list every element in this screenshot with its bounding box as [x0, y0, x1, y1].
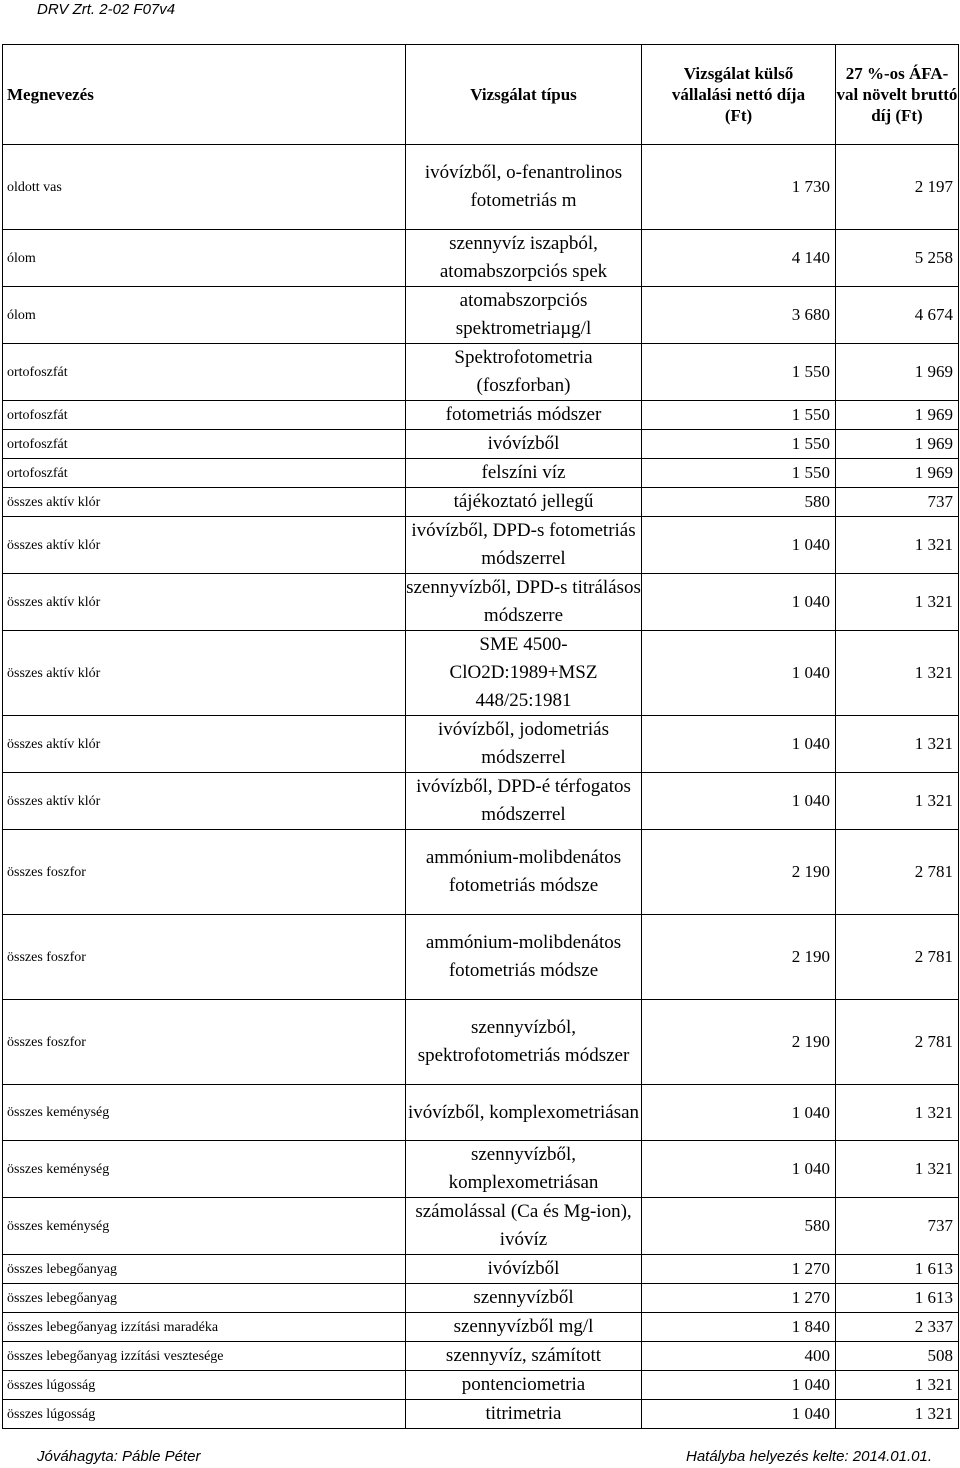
row-gross-fee-cell: 2 781 [836, 915, 959, 1000]
row-net-fee-cell: 1 040 [642, 1371, 836, 1400]
row-gross-fee-cell: 1 321 [836, 1400, 959, 1429]
row-name-cell: összes lúgosság [3, 1371, 406, 1400]
row-gross-fee-cell: 2 197 [836, 145, 959, 230]
row-net-fee-cell: 2 190 [642, 1000, 836, 1085]
row-test-type-cell: ivóvízből, o-fenantrolinos fotometriás m [406, 145, 642, 230]
table-body [3, 145, 959, 1429]
table-row [3, 287, 959, 344]
row-net-fee-cell: 580 [642, 488, 836, 517]
table-row [3, 145, 959, 230]
row-name-cell: összes aktív klór [3, 716, 406, 773]
table-row [3, 230, 959, 287]
row-name-cell: oldott vas [3, 145, 406, 230]
row-test-type-cell: SME 4500-ClO2D:1989+MSZ 448/25:1981 [406, 631, 642, 716]
row-name-cell: összes foszfor [3, 830, 406, 915]
table-row [3, 1085, 959, 1141]
row-net-fee-cell: 1 040 [642, 1141, 836, 1198]
table-row [3, 1000, 959, 1085]
row-net-fee-cell: 1 270 [642, 1255, 836, 1284]
row-name-cell: ortofoszfát [3, 459, 406, 488]
row-gross-fee-cell: 1 321 [836, 631, 959, 716]
row-net-fee-cell: 580 [642, 1198, 836, 1255]
row-gross-fee-cell: 1 321 [836, 574, 959, 631]
row-gross-fee-cell: 1 321 [836, 1371, 959, 1400]
row-test-type-cell: tájékoztató jellegű [406, 488, 642, 517]
row-test-type-cell: szennyvízből mg/l [406, 1313, 642, 1342]
row-gross-fee-cell: 1 969 [836, 430, 959, 459]
row-gross-fee-cell: 1 321 [836, 716, 959, 773]
table-row [3, 1255, 959, 1284]
price-table [2, 44, 959, 1429]
row-test-type-cell: ivóvízből [406, 1255, 642, 1284]
row-gross-fee-cell: 1 613 [836, 1255, 959, 1284]
row-name-cell: összes lebegőanyag [3, 1284, 406, 1313]
row-net-fee-cell: 1 270 [642, 1284, 836, 1313]
row-net-fee-cell: 1 550 [642, 430, 836, 459]
row-name-cell: ólom [3, 230, 406, 287]
table-row [3, 915, 959, 1000]
row-gross-fee-cell: 1 969 [836, 344, 959, 401]
row-gross-fee-cell: 1 321 [836, 773, 959, 830]
row-net-fee-cell: 1 040 [642, 1400, 836, 1429]
row-test-type-cell: titrimetria [406, 1400, 642, 1429]
row-net-fee-cell: 1 040 [642, 631, 836, 716]
header-net-fee: Vizsgálat külső vállalási nettó díja (Ft) [642, 45, 836, 145]
table-row [3, 574, 959, 631]
table-row [3, 631, 959, 716]
row-net-fee-cell: 1 730 [642, 145, 836, 230]
row-net-fee-cell: 1 040 [642, 1085, 836, 1141]
row-test-type-cell: ivóvízből, komplexometriásan [406, 1085, 642, 1141]
header-gross-fee: 27 %-os ÁFA-val növelt bruttó díj (Ft) [836, 45, 959, 145]
row-test-type-cell: szennyvízből [406, 1284, 642, 1313]
row-gross-fee-cell: 2 781 [836, 1000, 959, 1085]
row-gross-fee-cell: 737 [836, 1198, 959, 1255]
row-gross-fee-cell: 2 337 [836, 1313, 959, 1342]
table-row [3, 1141, 959, 1198]
table-row [3, 430, 959, 459]
row-name-cell: összes keménység [3, 1141, 406, 1198]
row-name-cell: összes keménység [3, 1085, 406, 1141]
header-name: Megnevezés [3, 45, 406, 145]
row-name-cell: összes aktív klór [3, 574, 406, 631]
row-net-fee-cell: 1 550 [642, 401, 836, 430]
table-row [3, 344, 959, 401]
row-name-cell: ólom [3, 287, 406, 344]
row-gross-fee-cell: 4 674 [836, 287, 959, 344]
row-test-type-cell: ivóvízből [406, 430, 642, 459]
row-net-fee-cell: 1 840 [642, 1313, 836, 1342]
row-test-type-cell: felszíni víz [406, 459, 642, 488]
row-test-type-cell: ammónium-molibdenátos fotometriás módsze [406, 915, 642, 1000]
row-net-fee-cell: 400 [642, 1342, 836, 1371]
row-name-cell: összes aktív klór [3, 488, 406, 517]
row-test-type-cell: ivóvízből, DPD-s fotometriás módszerrel [406, 517, 642, 574]
table-row [3, 1400, 959, 1429]
row-name-cell: összes lebegőanyag [3, 1255, 406, 1284]
row-name-cell: ortofoszfát [3, 430, 406, 459]
table-row [3, 488, 959, 517]
row-test-type-cell: szennyvíz iszapból, atomabszorpciós spek [406, 230, 642, 287]
row-gross-fee-cell: 1 321 [836, 517, 959, 574]
table-header-row [3, 45, 959, 145]
row-net-fee-cell: 1 040 [642, 716, 836, 773]
row-test-type-cell: számolással (Ca és Mg-ion), ivóvíz [406, 1198, 642, 1255]
table-row [3, 1284, 959, 1313]
row-test-type-cell: fotometriás módszer [406, 401, 642, 430]
row-gross-fee-cell: 508 [836, 1342, 959, 1371]
row-net-fee-cell: 3 680 [642, 287, 836, 344]
row-gross-fee-cell: 2 781 [836, 830, 959, 915]
row-test-type-cell: atomabszorpciós spektrometriaµg/l [406, 287, 642, 344]
row-net-fee-cell: 1 550 [642, 459, 836, 488]
row-net-fee-cell: 2 190 [642, 915, 836, 1000]
row-name-cell: összes lebegőanyag izzítási vesztesége [3, 1342, 406, 1371]
row-test-type-cell: Spektrofotometria (foszforban) [406, 344, 642, 401]
table-row [3, 830, 959, 915]
row-net-fee-cell: 1 040 [642, 517, 836, 574]
header-test-type: Vizsgálat típus [406, 45, 642, 145]
table-row [3, 517, 959, 574]
document-id: DRV Zrt. 2-02 F07v4 [37, 1, 176, 18]
row-name-cell: összes foszfor [3, 915, 406, 1000]
row-name-cell: ortofoszfát [3, 401, 406, 430]
row-net-fee-cell: 4 140 [642, 230, 836, 287]
row-name-cell: ortofoszfát [3, 344, 406, 401]
row-net-fee-cell: 1 040 [642, 773, 836, 830]
row-net-fee-cell: 1 040 [642, 574, 836, 631]
row-name-cell: összes lúgosság [3, 1400, 406, 1429]
row-name-cell: összes aktív klór [3, 773, 406, 830]
row-test-type-cell: szennyvíz, számított [406, 1342, 642, 1371]
row-test-type-cell: ivóvízből, DPD-é térfogatos módszerrel [406, 773, 642, 830]
table-row [3, 401, 959, 430]
row-gross-fee-cell: 5 258 [836, 230, 959, 287]
row-test-type-cell: szennyvízből, komplexometriásan [406, 1141, 642, 1198]
row-gross-fee-cell: 1 321 [836, 1085, 959, 1141]
table-row [3, 1313, 959, 1342]
row-test-type-cell: ivóvízből, jodometriás módszerrel [406, 716, 642, 773]
row-gross-fee-cell: 737 [836, 488, 959, 517]
row-test-type-cell: szennyvízból, spektrofotometriás módszer [406, 1000, 642, 1085]
row-test-type-cell: szennyvízből, DPD-s titrálásos módszerre [406, 574, 642, 631]
row-net-fee-cell: 2 190 [642, 830, 836, 915]
table-row [3, 1198, 959, 1255]
row-name-cell: összes foszfor [3, 1000, 406, 1085]
row-name-cell: összes aktív klór [3, 517, 406, 574]
row-gross-fee-cell: 1 321 [836, 1141, 959, 1198]
footer-effective-date: Hatályba helyezés kelte: 2014.01.01. [686, 1448, 932, 1465]
table-row [3, 1371, 959, 1400]
table-row [3, 716, 959, 773]
row-net-fee-cell: 1 550 [642, 344, 836, 401]
row-name-cell: összes keménység [3, 1198, 406, 1255]
row-test-type-cell: pontenciometria [406, 1371, 642, 1400]
row-test-type-cell: ammónium-molibdenátos fotometriás módsze [406, 830, 642, 915]
table-row [3, 773, 959, 830]
table-row [3, 459, 959, 488]
row-gross-fee-cell: 1 613 [836, 1284, 959, 1313]
row-gross-fee-cell: 1 969 [836, 459, 959, 488]
table-row [3, 1342, 959, 1371]
row-name-cell: összes lebegőanyag izzítási maradéka [3, 1313, 406, 1342]
row-name-cell: összes aktív klór [3, 631, 406, 716]
row-gross-fee-cell: 1 969 [836, 401, 959, 430]
footer-approved: Jóváhagyta: Páble Péter [37, 1448, 201, 1465]
